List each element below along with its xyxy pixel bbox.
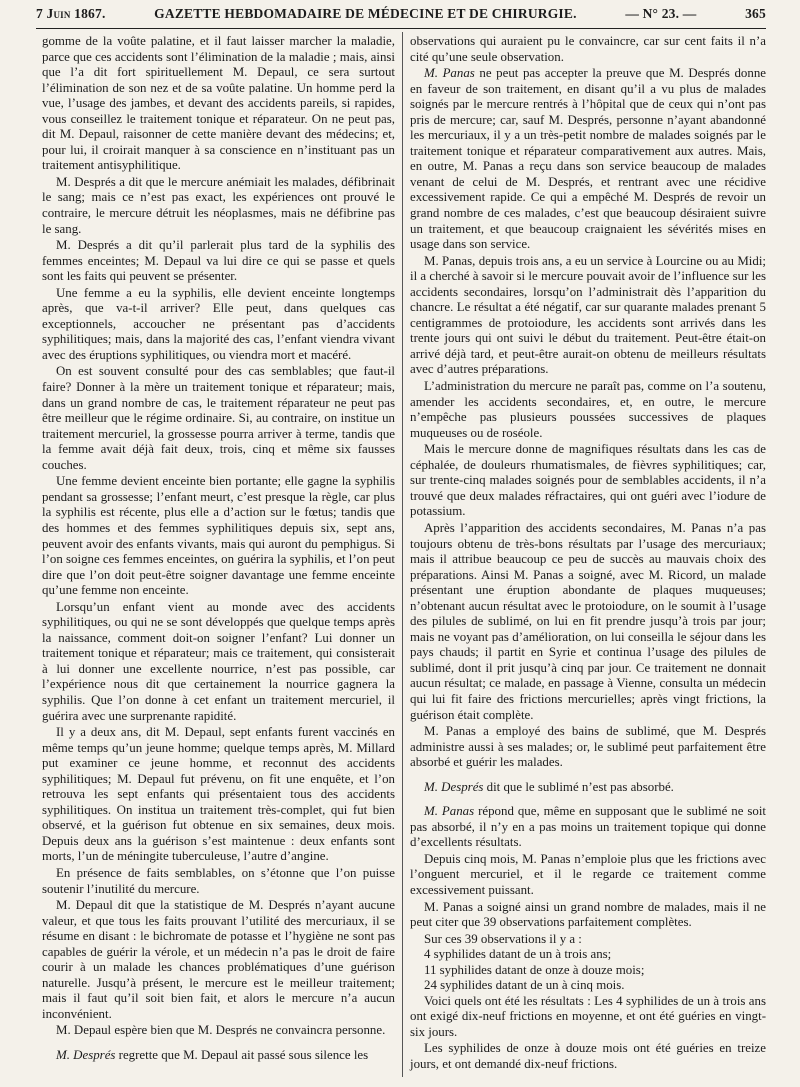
paragraph: gomme de la voûte palatine, et il faut laisser marcher la maladie, parce que ces accidents sont l’élimination de la maladie ; mais, ainsi que l’a dit fort spirituellement M. Depaul, ce sera surtout l’élimination de son nez et de sa voûte palatine. Un homme perd la vue, l’usage des jambes, et devant des accidents pareils, si rapides, vous conseillez le traitement tonique et réparateur. On ne peut pas, dit M. Depaul, raisonner de cette manière devant des médecins; et, pour lui, il croirait manquer à sa conscience en n’instituant pas un traitement antisyphilitique. — [42, 34, 395, 173]
list-intro: Sur ces 39 observations il y a : — [424, 931, 582, 946]
left-column — [42, 34, 395, 1079]
list-item: 4 syphilides datant de un à trois ans; — [424, 947, 612, 962]
speaker-name: M. Després — [56, 1048, 116, 1062]
paragraph: M. Després a dit que le mercure anémiait les malades, défibrinait le sang; mais ce n’est pas exact, les expériences ont prouvé le contraire, le mercure détruit les néoplasmes, mais ne défibrine pas le sang. — [42, 174, 395, 236]
paragraph — [410, 66, 766, 253]
paragraph: Une femme devient enceinte bien portante; elle gagne la syphilis pendant sa grossesse; l’enfant meurt, c’est presque la règle, car plus la syphilis est récente, plus elle a d’action sur le fœtus; tandis que des hommes et des femmes syphilitiques depuis six, sept ans, peuvent avoir des enfants vivants, mais qui auront du pemphigus. Si l’on soigne ces femmes enceintes, on guérira la syphilis, et l’on peut dire que l’on doit peut-être soigner davantage une femme enceinte qu’une femme non enceinte. — [42, 474, 395, 598]
paragraph: En présence de faits semblables, on s’étonne que l’on puisse soutenir l’inutilité du mercure. — [42, 865, 395, 896]
paragraph: Les syphilides de onze à douze mois ont été guéries en treize jours, et ont demandé dix-neuf frictions. — [410, 1041, 766, 1071]
paragraph-text: répond que, même en supposant que le sublimé ne soit pas absorbé, il n’y en a pas moins un traitement topique qui donne d’excellents résultats. — [410, 804, 766, 850]
paragraph: Lorsqu’un enfant vient au monde avec des accidents syphilitiques, ou qui ne se sont développés que quelque temps après la naissance, comment doit-on soigner l’enfant? Lui donner un traitement tonique et réparateur; mais ce traitement, qui consisterait à lui donner une excellente nourrice, n’est pas possible, car l’expérience nous dit que certainement la nourrice gagnera la syphilis. Que l’on donne à cet enfant un traitement mercuriel, il guérira avec une surprenante rapidité. — [42, 599, 395, 723]
paragraph: M. Panas a employé des bains de sublimé, que M. Després administre aussi à ses malades; or, le sublimé peut parfaitement être absorbé et guérir les malades. — [410, 724, 766, 770]
paragraph: M. Després a dit qu’il parlerait plus tard de la syphilis des femmes enceintes; M. Depaul va lui dire ce qui se passe et quels sont les faits qui peuvent se présenter. — [42, 238, 395, 284]
list-item: 24 syphilides datant de un à cinq mois. — [424, 978, 625, 993]
journal-title: GAZETTE HEBDOMADAIRE DE MÉDECINE ET DE CHIRURGIE. — [154, 6, 577, 21]
paragraph: Mais le mercure donne de magnifiques résultats dans les cas de céphalée, de douleurs rhumatismales, de fièvres syphilitiques; car, sur trente-cinq malades soignés pour de semblables accidents, il n’a trouvé que deux malades réfractaires, qui ont guéri avec l’iodure de potassium. — [410, 442, 766, 519]
page-number: 365 — [745, 6, 766, 21]
paragraph: Il y a deux ans, dit M. Depaul, sept enfants furent vaccinés en même temps qu’un jeune homme; quelque temps après, M. Millard put examiner ce jeune homme, et reconnut des accidents syphilitiques; M. Depaul fut prévenu, on fit une enquête, et l’on retrouva les sept enfants qui présentaient tous des accidents syphilitiques. On institua un traitement très-complet, qui fut bien observé, et la guérison fut obtenue en six semaines, deux mois. Depuis deux ans la guérison s’est maintenue : deux enfants sont morts, l’un de méningite tuberculeuse, l’autre d’angine. — [42, 725, 395, 864]
paragraph: M. Depaul dit que la statistique de M. Després n’ayant aucune valeur, et que tous les faits prouvant l’utilité des mercuriaux, il se résume en disant : le bichromate de potasse et l’hygiène ne sont pas capables de guérir la vérole, et un médecin n’a pas le droit de faire courir à un malade les chances problématiques d’une guérison naturelle. Jusqu’à présent, le mercure est le meilleur traitement; mais il faut qu’il soit bien fait, et alors le mercure n’a aucun inconvénient. — [42, 898, 395, 1021]
paragraph — [410, 804, 766, 851]
paragraph: observations qui auraient pu le convaincre, car sur cent faits il n’a cité qu’une seule observation. — [410, 34, 766, 64]
speaker-name: M. Panas — [424, 66, 475, 81]
paragraph: M. Panas, depuis trois ans, a eu un service à Lourcine ou au Midi; il a cherché à savoir si le mercure pouvait avoir de l’influence sur les accidents secondaires, lorsqu’on l’administrait dès l’apparition du chancre. Le résultat a été négatif, car sur quarante malades prenant 5 centigrammes de protoiodure, les accidents sont arrivés dans les trente jours qui ont suivi le début du traitement. Peut-être était-on arrivé déjà tard, et peut-être aurait-on obtenu de meilleurs résultats avec d’autres préparations. — [410, 253, 766, 377]
column-divider — [402, 32, 403, 1077]
paragraph — [42, 1048, 395, 1064]
paragraph: M. Panas a soigné ainsi un grand nombre de malades, mais il ne peut citer que 39 observations parfaitement complètes. — [410, 899, 766, 930]
paragraph: Après l’apparition des accidents secondaires, M. Panas n’a pas toujours obtenu de très-bons résultats par l’usage des mercuriaux; mais il attribue beaucoup ce peu de succès au mauvais choix des préparations. Ainsi M. Panas a soigné, avec M. Ricord, un malade présentant une éruption abondante de plaques muqueuses; n’obtenant aucun résultat avec le protoiodure, on le soumit à l’usage des pilules de sublimé, on lui en fit prendre jusqu’à trois par jour; mais ne voyant pas d’amélioration, on lui conseilla le séjour dans les pays chauds; il partit en Syrie et continua l’usage des pilules de sublimé, dont il prit jusqu’à cinq par jour. Ce traitement ne donnait aucun résultat; ce malade, en passage à Vienne, consulta un médecin qui lui fit faire des frictions mercurielles; après vingt frictions, la guérison était complète. — [410, 520, 766, 722]
issue-date: 7 Juin 1867. — [36, 6, 106, 21]
paragraph: L’administration du mercure ne paraît pas, comme on l’a soutenu, amender les accidents secondaires, et, en outre, le mercure n’empêche pas plusieurs poussées successives de plaques muqueuses ou de roséole. — [410, 379, 766, 440]
paragraph-text: ne peut pas accepter la preuve que M. Després donne en faveur de son traitement, en disant qu’il a vu plus de malades soignés par le mercure rentrés à l’hôpital que de ceux qui n’ont pas pris de mercure; car, sauf M. Després, personne n’ayant abandonné les mercuriaux, il y a un très-petit nombre de malades soignés par le traitement tonique et réparateur comparativement aux autres. Mais, en outre, M. Panas a reçu dans son service beaucoup de malades venant de celui de M. Després, et rentrant avec une récidive excessivement rapide. Ce qui a empêché M. Després de revoir un grand nombre de ces malades, c’est que beaucoup désiraient suivre un traitement, et que beaucoup craignaient les sévérités mises en usage dans son service. — [410, 66, 766, 252]
paragraph: On est souvent consulté pour des cas semblables; que faut-il faire? Donner à la mère un traitement tonique et réparateur; mais, dans un grand nombre de cas, le traitement réparateur ne peut pas être meilleur que le régime ordinaire. Si, au contraire, on institue un traitement mercuriel, la grossesse pourra arriver à terme, tandis que la femme avait déjà fait deux, trois, cinq et même six fausses couches. — [42, 364, 395, 472]
paragraph: Une femme a eu la syphilis, elle devient enceinte longtemps après, que va-t-il arriver? Elle peut, dans quelques cas exceptionnels, accoucher ne présentant pas d’accidents syphilitiques; mais, dans la majorité des cas, l’enfant viendra vivant avec des éruptions syphilitiques, ou viendra mort et macéré. — [42, 285, 395, 362]
list-item: 11 syphilides datant de onze à douze mois; — [424, 962, 645, 977]
right-column — [410, 34, 766, 1079]
paragraph — [410, 780, 766, 796]
paragraph: Depuis cinq mois, M. Panas n’emploie plus que les frictions avec l’onguent mercuriel, et il le regarde ce traitement comme excessivement puissant. — [410, 851, 766, 897]
header-rule — [36, 28, 766, 29]
paragraph-text: dit que le sublimé n’est pas absorbé. — [483, 779, 674, 794]
speaker-name: M. Panas — [424, 804, 475, 819]
speaker-name: M. Després — [424, 779, 484, 794]
paragraph-text: regrette que M. Depaul ait passé sous silence les — [115, 1048, 369, 1062]
issue-number: — N° 23. — — [625, 6, 697, 21]
paragraph: Voici quels ont été les résultats : Les 4 syphilides de un à trois ans ont exigé dix-neuf frictions en moyenne, et ont été guéries en vingt-six jours. — [410, 993, 766, 1039]
paragraph: M. Depaul espère bien que M. Després ne convaincra personne. — [56, 1023, 386, 1038]
